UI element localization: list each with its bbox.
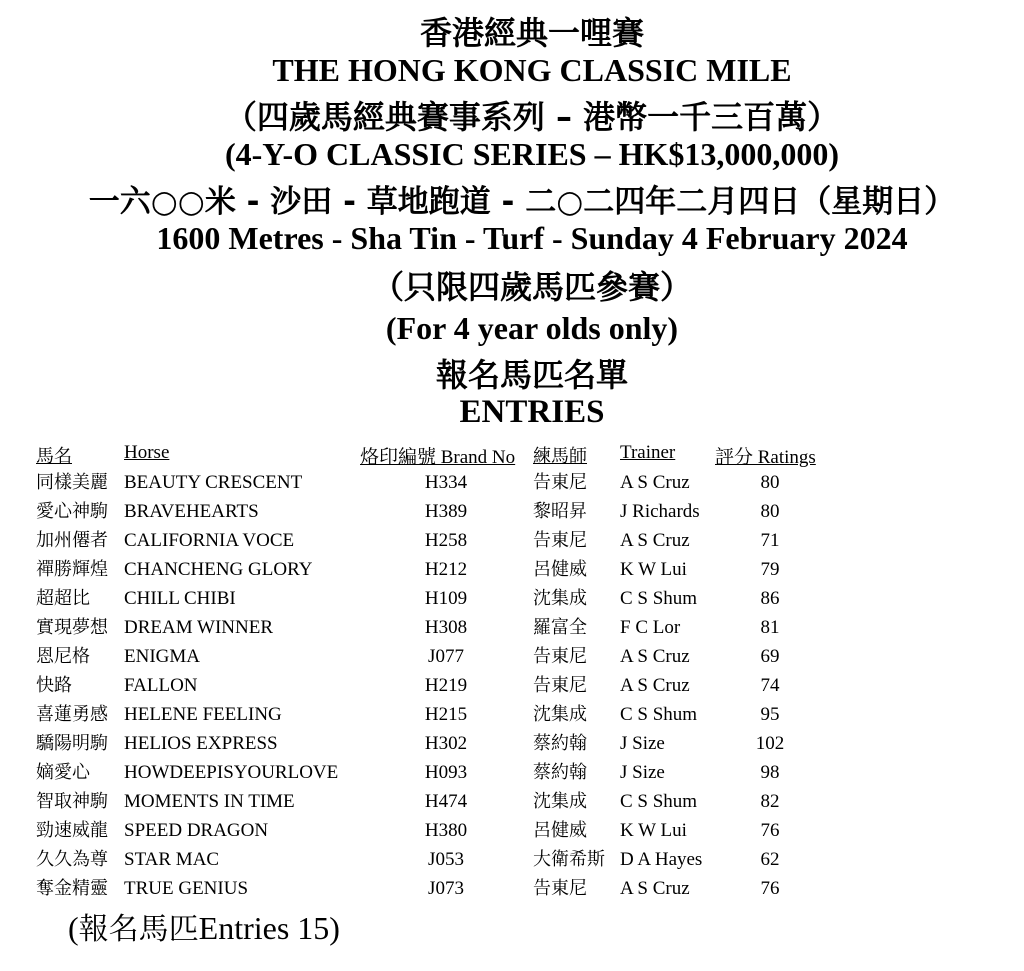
horse-name-english: CALIFORNIA VOCE	[124, 530, 295, 551]
column-header-brand: 烙印編號 Brand No	[360, 447, 516, 468]
rating-value: 80	[760, 472, 780, 493]
trainer-name-chinese: 蔡約翰	[533, 762, 587, 783]
rating-value: 79	[760, 559, 780, 580]
brand-number: J053	[428, 849, 464, 870]
trainer-name-english: K W Lui	[620, 820, 687, 841]
trainer-name-english: C S Shum	[620, 704, 698, 725]
trainer-name-english: A S Cruz	[620, 472, 690, 493]
trainer-name-chinese: 告東尼	[533, 530, 587, 551]
rating-value: 76	[760, 820, 780, 841]
horse-name-english: HELIOS EXPRESS	[124, 733, 278, 754]
restriction-english: (For 4 year olds only)	[385, 310, 679, 346]
table-row	[0, 584, 1024, 613]
column-header-trainer-en: Trainer	[620, 442, 676, 463]
horse-name-chinese: 智取神駒	[36, 791, 108, 812]
horse-name-english: TRUE GENIUS	[124, 878, 249, 899]
horse-name-english: BRAVEHEARTS	[124, 501, 259, 522]
brand-number: H389	[424, 501, 468, 522]
table-row	[0, 729, 1024, 758]
brand-number: J073	[428, 878, 464, 899]
trainer-name-english: A S Cruz	[620, 530, 690, 551]
horse-name-chinese: 久久為尊	[36, 849, 108, 870]
brand-number: H334	[424, 472, 468, 493]
rating-value: 69	[760, 646, 780, 667]
trainer-name-english: C S Shum	[620, 791, 698, 812]
table-row	[0, 642, 1024, 671]
rating-value: 82	[760, 791, 780, 812]
horse-name-chinese: 勁速威龍	[36, 820, 108, 841]
trainer-name-chinese: 呂健威	[533, 559, 587, 580]
horse-name-english: BEAUTY CRESCENT	[124, 472, 303, 493]
table-row	[0, 497, 1024, 526]
horse-name-chinese: 同樣美麗	[36, 472, 108, 493]
trainer-name-english: A S Cruz	[620, 878, 690, 899]
entries-count	[68, 904, 340, 948]
horse-name-chinese: 驕陽明駒	[36, 733, 108, 754]
brand-number: H474	[424, 791, 468, 812]
table-row	[0, 816, 1024, 845]
race-details-chinese: 一六○○米 - 沙田 - 草地跑道 - 二○二四年二月四日（星期日）	[88, 184, 956, 220]
horse-name-english: STAR MAC	[124, 849, 220, 870]
trainer-name-chinese: 黎昭昇	[533, 501, 587, 522]
entries-heading-chinese: 報名馬匹名單	[435, 356, 628, 394]
footer-open-paren: (	[68, 910, 79, 946]
table-row	[0, 845, 1024, 874]
entries-heading-english: ENTRIES	[459, 394, 605, 430]
horse-name-english: CHILL CHIBI	[124, 588, 236, 609]
table-row	[0, 468, 1024, 497]
rating-value: 98	[760, 762, 780, 783]
column-header-rating: 評分 Ratings	[715, 447, 816, 468]
horse-name-chinese: 嫡愛心	[36, 762, 90, 783]
table-row	[0, 874, 1024, 903]
rating-value: 102	[755, 733, 785, 754]
table-row	[0, 671, 1024, 700]
horse-name-chinese: 愛心神駒	[36, 501, 108, 522]
rating-value: 81	[760, 617, 780, 638]
footer-label-chinese: 報名馬匹	[78, 912, 199, 947]
horse-name-english: HOWDEEPISYOURLOVE	[124, 762, 339, 783]
trainer-name-chinese: 告東尼	[533, 646, 587, 667]
brand-number: H258	[424, 530, 468, 551]
trainer-name-english: D A Hayes	[620, 849, 703, 870]
trainer-name-chinese: 蔡約翰	[533, 733, 587, 754]
rating-value: 80	[760, 501, 780, 522]
trainer-name-chinese: 告東尼	[533, 878, 587, 899]
trainer-name-english: A S Cruz	[620, 646, 690, 667]
footer-label-english: Entries 15)	[198, 910, 340, 946]
table-row	[0, 555, 1024, 584]
race-details-english: 1600 Metres - Sha Tin - Turf - Sunday 4 February 2024	[156, 220, 908, 256]
brand-number: H380	[424, 820, 468, 841]
trainer-name-chinese: 告東尼	[533, 675, 587, 696]
brand-number: H308	[424, 617, 468, 638]
table-row	[0, 787, 1024, 816]
rating-value: 74	[760, 675, 780, 696]
trainer-name-chinese: 沈集成	[533, 704, 587, 725]
horse-name-english: HELENE FEELING	[124, 704, 282, 725]
brand-number: H302	[424, 733, 468, 754]
table-row	[0, 758, 1024, 787]
trainer-name-chinese: 告東尼	[533, 472, 587, 493]
trainer-name-english: J Richards	[620, 501, 700, 522]
brand-number: H212	[424, 559, 468, 580]
horse-name-chinese: 快路	[36, 675, 72, 696]
horse-name-chinese: 喜蓮勇感	[36, 704, 108, 725]
table-row	[0, 613, 1024, 642]
horse-name-chinese: 加州僊者	[36, 530, 108, 551]
trainer-name-english: K W Lui	[620, 559, 687, 580]
horse-name-english: SPEED DRAGON	[124, 820, 269, 841]
trainer-name-chinese: 呂健威	[533, 820, 587, 841]
restriction-chinese: （只限四歲馬匹參賽）	[371, 268, 692, 306]
trainer-name-english: J Size	[620, 762, 665, 783]
rating-value: 95	[760, 704, 780, 725]
trainer-name-english: A S Cruz	[620, 675, 690, 696]
rating-value: 76	[760, 878, 780, 899]
horse-name-chinese: 恩尼格	[36, 646, 90, 667]
title-chinese: 香港經典一哩賽	[419, 14, 644, 52]
series-english: (4-Y-O CLASSIC SERIES – HK$13,000,000)	[224, 136, 840, 172]
column-header-trainer-zh: 練馬師	[533, 446, 587, 467]
horse-name-chinese: 禪勝輝煌	[36, 559, 108, 580]
column-header-horse-en: Horse	[124, 442, 170, 463]
series-chinese: （四歲馬經典賽事系列 – 港幣一千三百萬）	[224, 98, 840, 136]
horse-name-english: FALLON	[124, 675, 198, 696]
horse-name-chinese: 奪金精靈	[36, 878, 108, 899]
rating-value: 62	[760, 849, 780, 870]
trainer-name-english: C S Shum	[620, 588, 698, 609]
rating-value: 86	[760, 588, 780, 609]
horse-name-english: ENIGMA	[124, 646, 200, 667]
brand-number: H215	[424, 704, 468, 725]
trainer-name-chinese: 大衛希斯	[533, 849, 605, 870]
horse-name-chinese: 超超比	[36, 588, 90, 609]
horse-name-english: MOMENTS IN TIME	[124, 791, 295, 812]
trainer-name-english: J Size	[620, 733, 665, 754]
table-row	[0, 526, 1024, 555]
brand-number: J077	[428, 646, 464, 667]
rating-value: 71	[760, 530, 780, 551]
column-header-horse-zh: 馬名	[36, 446, 72, 467]
trainer-name-chinese: 羅富全	[533, 617, 587, 638]
brand-number: H219	[424, 675, 468, 696]
table-row	[0, 700, 1024, 729]
horse-name-chinese: 實現夢想	[36, 617, 108, 638]
horse-name-english: DREAM WINNER	[124, 617, 274, 638]
trainer-name-chinese: 沈集成	[533, 588, 587, 609]
horse-name-english: CHANCHENG GLORY	[124, 559, 313, 580]
title-english: THE HONG KONG CLASSIC MILE	[272, 52, 792, 88]
brand-number: H093	[424, 762, 468, 783]
brand-number: H109	[424, 588, 468, 609]
trainer-name-chinese: 沈集成	[533, 791, 587, 812]
trainer-name-english: F C Lor	[620, 617, 681, 638]
